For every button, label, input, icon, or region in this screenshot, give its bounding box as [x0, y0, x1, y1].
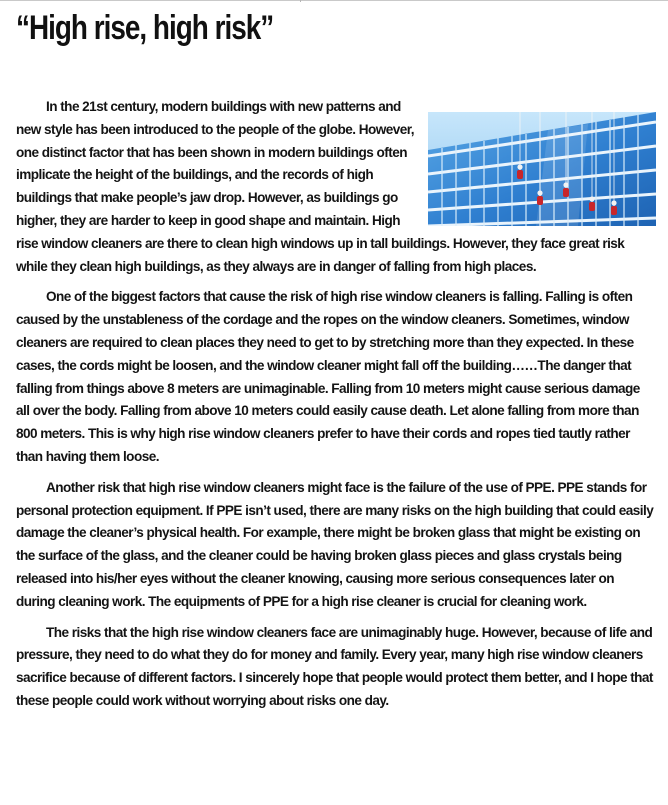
paragraph-3: Another risk that high rise window cleaners might face is the failure of the use of PPE. PPE stands for personal protection equipment. If PPE isn’t used, there are many risks on the high building that could easily damage the cleaner’s physical health. For example, there might be broken glass that might be existing on the surface of the glass, and the cleaner could be having broken glass pieces and glass crystals being released into his/her eyes without the cleaner knowing, causing more serious consequences later on during cleaning work. The equipments of PPE for a high rise cleaner is crucial for cleaning work.: [16, 479, 654, 609]
article-body: [16, 96, 656, 721]
paragraph-4: The risks that the high rise window cleaners face are unimaginably huge. However, because of life and pressure, they need to do what they do for money and family. Every year, many high rise window cleaners sacrifice because of different factors. I sincerely hope that people would protect them better, and I hope that these people could work without worrying about risks one day.: [16, 624, 653, 708]
building-window-cleaners-photo: [428, 112, 656, 226]
paragraph-2: One of the biggest factors that cause the risk of high rise window cleaners is falling. Falling is often caused by the unstableness of the cordage and the ropes on the window cleaners. Sometimes, window cleaners are required to clean places they need to get to by stretching more than they expected. In these cases, the cords might be loosen, and the window cleaner might fall off the building……The danger that falling from things above 8 meters are unimaginable. Falling from 10 meters might cause serious damage all over the body. Falling from above 10 meters could easily cause death. Let alone falling from more than 800 meters. This is why high rise window cleaners prefer to have their cords and ropes tied tautly rather than having them loose.: [16, 289, 640, 464]
paragraph-1: In the 21st century, modern buildings with new patterns and new style has been introduced to the people of the globe. However, one distinct factor that has been shown in modern buildings often implicate the height of the buildings, and the records of high buildings that make people’s jaw drop. However, as buildings go higher, they are harder to keep in good shape and maintain. High rise window cleaners are there to clean high windows up in tall buildings. However, they face great risk while they clean high buildings, as they always are in danger of falling from high places.: [16, 99, 625, 274]
article-title: “High rise, high risk”: [16, 9, 274, 47]
building-photo-icon: [428, 112, 656, 226]
top-divider: [0, 0, 668, 1]
